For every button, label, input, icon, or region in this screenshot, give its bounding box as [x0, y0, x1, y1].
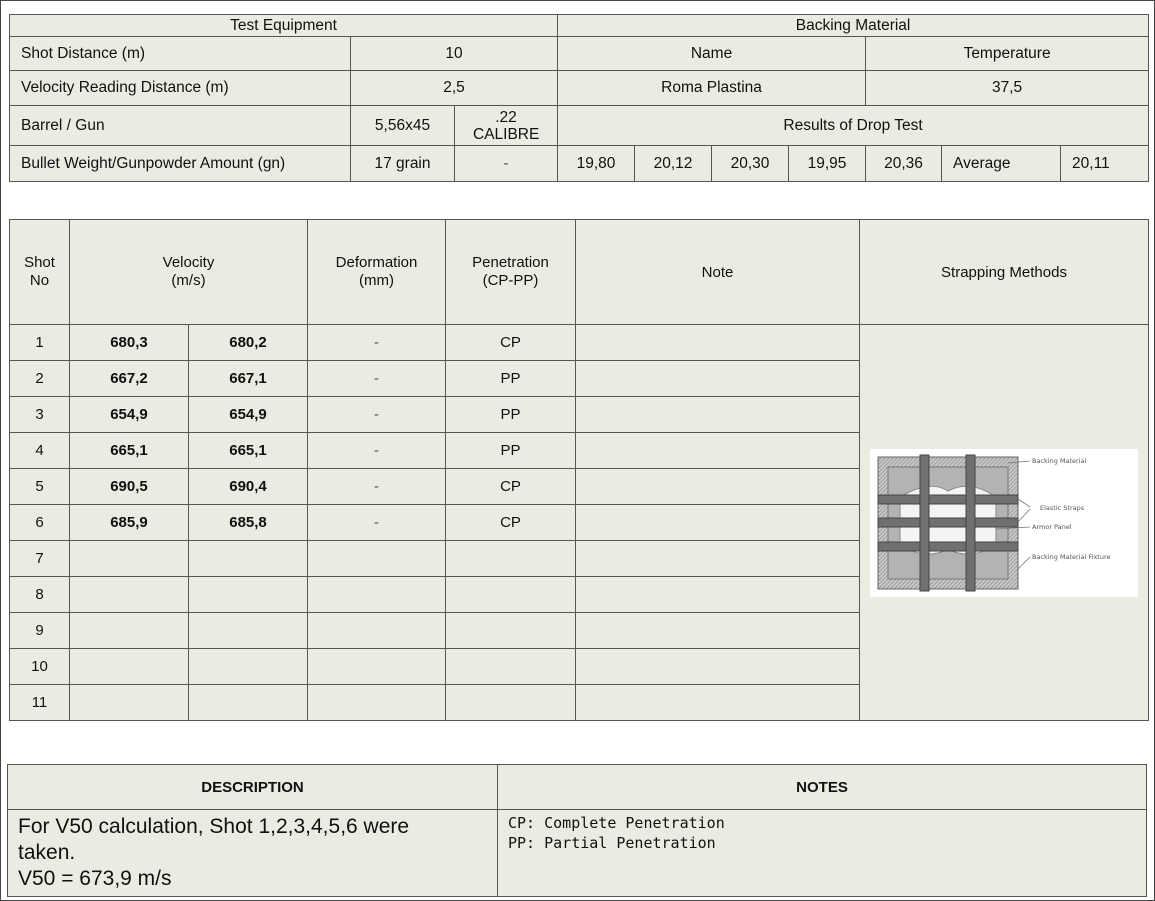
barrel-value-a: 5,56x45	[351, 106, 455, 146]
velocity-reading-1	[70, 613, 189, 649]
note-value	[576, 397, 860, 433]
elastic-strap	[878, 495, 1018, 504]
penetration-value	[446, 577, 576, 613]
deformation-value: -	[308, 397, 446, 433]
note-pp: PP: Partial Penetration	[508, 834, 716, 852]
shot-number: 11	[10, 685, 70, 721]
strapping-diagram	[870, 449, 1138, 597]
barrel-value-b: .22 CALIBRE	[455, 106, 558, 146]
shot-number: 9	[10, 613, 70, 649]
notes-body	[498, 810, 1147, 897]
test-equipment-header: Test Equipment	[10, 15, 558, 37]
velocity-reading-2: 690,4	[189, 469, 308, 505]
velocity-reading-2: 665,1	[189, 433, 308, 469]
velocity-distance-label: Velocity Reading Distance (m)	[10, 71, 351, 106]
velocity-reading-2	[189, 541, 308, 577]
backing-material-header: Backing Material	[558, 15, 1149, 37]
deformation-value	[308, 685, 446, 721]
penetration-value: CP	[446, 505, 576, 541]
velocity-reading-2	[189, 613, 308, 649]
shot-number: 6	[10, 505, 70, 541]
barrel-label: Barrel / Gun	[10, 106, 351, 146]
backing-temperature-label: Temperature	[866, 37, 1149, 71]
drop-test-value: 20,12	[635, 146, 712, 182]
velocity-reading-2	[189, 649, 308, 685]
velocity-reading-2	[189, 577, 308, 613]
velocity-reading-1: 654,9	[70, 397, 189, 433]
velocity-reading-2: 685,8	[189, 505, 308, 541]
average-value: 20,11	[1061, 146, 1149, 182]
penetration-value: CP	[446, 325, 576, 361]
velocity-reading-1: 680,3	[70, 325, 189, 361]
penetration-value: PP	[446, 433, 576, 469]
note-value	[576, 613, 860, 649]
velocity-reading-2: 667,1	[189, 361, 308, 397]
diagram-label-straps: Elastic Straps	[1040, 503, 1085, 512]
notes-header: NOTES	[498, 765, 1147, 810]
penetration-value: PP	[446, 397, 576, 433]
velocity-reading-1: 665,1	[70, 433, 189, 469]
description-line: For V50 calculation, Shot 1,2,3,4,5,6 were	[18, 815, 410, 838]
note-value	[576, 541, 860, 577]
velocity-reading-1	[70, 649, 189, 685]
velocity-reading-2: 680,2	[189, 325, 308, 361]
note-value	[576, 649, 860, 685]
bullet-weight-value-b: -	[455, 146, 558, 182]
velocity-reading-1	[70, 685, 189, 721]
note-cp: CP: Complete Penetration	[508, 814, 725, 832]
backing-temperature-value: 37,5	[866, 71, 1149, 106]
deformation-value	[308, 541, 446, 577]
velocity-reading-2	[189, 685, 308, 721]
shot-number: 10	[10, 649, 70, 685]
note-value	[576, 469, 860, 505]
bullet-weight-value-a: 17 grain	[351, 146, 455, 182]
penetration-value	[446, 685, 576, 721]
bullet-weight-label: Bullet Weight/Gunpowder Amount (gn)	[10, 146, 351, 182]
shot-number: 4	[10, 433, 70, 469]
penetration-header: Penetration (CP-PP)	[446, 220, 576, 325]
note-header: Note	[576, 220, 860, 325]
deformation-value: -	[308, 325, 446, 361]
strapping-methods-header: Strapping Methods	[860, 220, 1149, 325]
diagram-label-fixture: Backing Material Fixture	[1032, 552, 1111, 561]
elastic-strap	[878, 542, 1018, 551]
description-body	[8, 810, 498, 897]
velocity-distance-value: 2,5	[351, 71, 558, 106]
deformation-value	[308, 577, 446, 613]
drop-test-value: 20,30	[712, 146, 789, 182]
shot-number: 3	[10, 397, 70, 433]
shot-number: 8	[10, 577, 70, 613]
description-header: DESCRIPTION	[8, 765, 498, 810]
strapping-diagram-cell	[860, 325, 1149, 721]
penetration-value	[446, 613, 576, 649]
shot-number: 7	[10, 541, 70, 577]
deformation-value: -	[308, 433, 446, 469]
note-value	[576, 433, 860, 469]
velocity-reading-2: 654,9	[189, 397, 308, 433]
note-value	[576, 685, 860, 721]
note-value	[576, 577, 860, 613]
shot-number: 1	[10, 325, 70, 361]
shot-number: 2	[10, 361, 70, 397]
shots-table	[9, 219, 1149, 721]
elastic-strap	[966, 455, 975, 591]
velocity-header: Velocity (m/s)	[70, 220, 308, 325]
velocity-reading-1	[70, 541, 189, 577]
shot-distance-label: Shot Distance (m)	[10, 37, 351, 71]
drop-test-value: 19,80	[558, 146, 635, 182]
deformation-value: -	[308, 469, 446, 505]
shot-no-header: Shot No	[10, 220, 70, 325]
deformation-value: -	[308, 505, 446, 541]
description-line: taken.	[18, 841, 76, 864]
shot-row	[10, 325, 1149, 361]
drop-test-label: Results of Drop Test	[558, 106, 1149, 146]
penetration-value: PP	[446, 361, 576, 397]
deformation-header: Deformation (mm)	[308, 220, 446, 325]
backing-name-label: Name	[558, 37, 866, 71]
shot-distance-value: 10	[351, 37, 558, 71]
diagram-label-backing: Backing Material	[1032, 456, 1087, 465]
average-label: Average	[942, 146, 1061, 182]
deformation-value	[308, 649, 446, 685]
penetration-value	[446, 541, 576, 577]
description-table	[7, 764, 1147, 897]
penetration-value	[446, 649, 576, 685]
elastic-strap	[920, 455, 929, 591]
velocity-reading-1: 667,2	[70, 361, 189, 397]
note-value	[576, 325, 860, 361]
drop-test-value: 20,36	[866, 146, 942, 182]
deformation-value	[308, 613, 446, 649]
velocity-reading-1	[70, 577, 189, 613]
diagram-label-armor: Armor Panel	[1032, 522, 1072, 531]
deformation-value: -	[308, 361, 446, 397]
penetration-value: CP	[446, 469, 576, 505]
velocity-reading-1: 685,9	[70, 505, 189, 541]
elastic-strap	[878, 518, 1018, 527]
note-value	[576, 505, 860, 541]
drop-test-value: 19,95	[789, 146, 866, 182]
velocity-reading-1: 690,5	[70, 469, 189, 505]
shot-number: 5	[10, 469, 70, 505]
backing-name-value: Roma Plastina	[558, 71, 866, 106]
v50-result: V50 = 673,9 m/s	[18, 867, 172, 890]
equipment-table	[9, 14, 1149, 182]
note-value	[576, 361, 860, 397]
